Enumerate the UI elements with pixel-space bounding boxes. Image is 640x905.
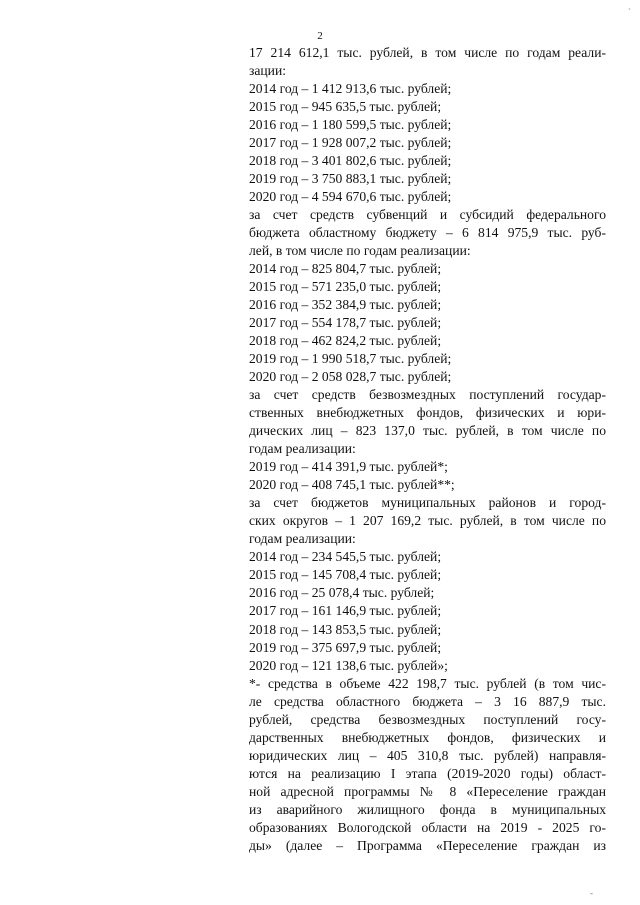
text-line: годам реализации: (249, 441, 356, 457)
text-line: 2019 год – 3 750 883,1 тыс. рублей; (249, 171, 452, 187)
text-line: 2016 год – 352 384,9 тыс. рублей; (249, 297, 442, 313)
text-line: 2019 год – 1 990 518,7 тыс. рублей; (249, 351, 452, 367)
text-line: дических лиц – 823 137,0 тыс. рублей, в том числе по (249, 423, 606, 439)
text-line: 2016 год – 25 078,4 тыс. рублей; (249, 585, 435, 601)
text-line: 17 214 612,1 тыс. рублей, в том числе по годам реали- (249, 45, 606, 60)
text-line: 2014 год – 234 545,5 тыс. рублей; (249, 549, 442, 565)
text-line: 2019 год – 414 391,9 тыс. рублей*; (249, 459, 448, 475)
text-line: 2015 год – 571 235,0 тыс. рублей; (249, 279, 442, 295)
scan-mark-top: ˏ (628, 0, 631, 10)
text-line: 2018 год – 143 853,5 тыс. рублей; (249, 621, 442, 637)
text-line: 2018 год – 3 401 802,6 тыс. рублей; (249, 153, 452, 169)
text-line: за счет средств безвозмездных поступлений государ- (249, 387, 606, 403)
text-line: образованиях Вологодской области на 2019 - 2025 го- (249, 819, 606, 835)
text-line: 2014 год – 825 804,7 тыс. рублей; (249, 261, 442, 277)
text-line: 2017 год – 554 178,7 тыс. рублей; (249, 315, 442, 331)
text-line: 2020 год – 121 138,6 тыс. рублей»; (249, 657, 448, 673)
text-line: ются на реализацию I этапа (2019-2020 годы) област- (249, 765, 606, 781)
text-line: 2014 год – 1 412 913,6 тыс. рублей; (249, 81, 452, 97)
text-line: ды» (далее – Программа «Переселение граждан из (249, 837, 606, 853)
text-line: зации: (249, 63, 287, 79)
text-line: рублей, средства безвозмездных поступлений госу- (249, 711, 606, 727)
text-line: 2015 год – 945 635,5 тыс. рублей; (249, 99, 442, 115)
text-line: ственных внебюджетных фондов, физических и юри- (249, 405, 606, 421)
text-line: 2015 год – 145 708,4 тыс. рублей; (249, 567, 442, 583)
text-line: бюджета областному бюджету – 6 814 975,9 тыс. руб- (249, 225, 606, 241)
text-line: 2018 год – 462 824,2 тыс. рублей; (249, 333, 442, 349)
text-line: ной адресной программы № 8 «Переселение граждан (249, 783, 606, 799)
text-line: из аварийного жилищного фонда в муниципальных (249, 801, 606, 817)
text-line: *- средства в объеме 422 198,7 тыс. рублей (в том чис- (249, 675, 606, 691)
text-line: за счет средств субвенций и субсидий федерального (249, 207, 606, 223)
text-line: ле средства областного бюджета – 3 16 887,9 тыс. (249, 693, 606, 709)
body-text (249, 44, 606, 855)
text-line: юридических лиц – 405 310,8 тыс. рублей) направля- (249, 747, 606, 763)
text-line: 2020 год – 408 745,1 тыс. рублей**; (249, 477, 455, 493)
text-line: годам реализации: (249, 531, 356, 547)
text-line: за счет бюджетов муниципальных районов и город- (249, 495, 606, 511)
text-line: 2019 год – 375 697,9 тыс. рублей; (249, 639, 442, 655)
text-line: ских округов – 1 207 169,2 тыс. рублей, в том числе по (249, 513, 606, 529)
text-line: 2020 год – 4 594 670,6 тыс. рублей; (249, 189, 452, 205)
scan-mark-bottom: - (590, 888, 593, 898)
page-number: 2 (317, 30, 323, 42)
text-line: 2017 год – 161 146,9 тыс. рублей; (249, 603, 442, 619)
text-line: 2017 год – 1 928 007,2 тыс. рублей; (249, 135, 452, 151)
text-line: 2016 год – 1 180 599,5 тыс. рублей; (249, 117, 452, 133)
text-line: лей, в том числе по годам реализации: (249, 243, 471, 259)
text-line: дарственных внебюджетных фондов, физических и (249, 729, 606, 745)
text-line: 2020 год – 2 058 028,7 тыс. рублей; (249, 369, 452, 385)
